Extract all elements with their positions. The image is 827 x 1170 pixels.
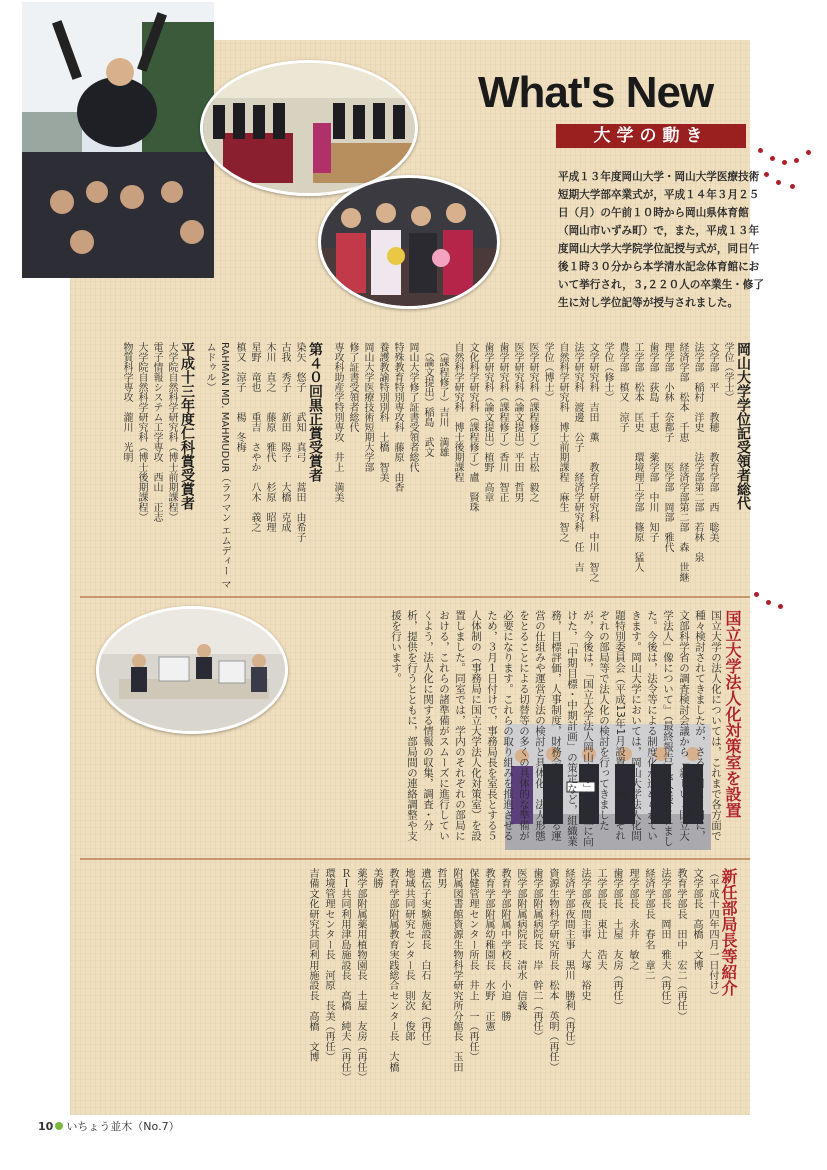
degree-line: 修了証書受領者総代: [347, 342, 358, 432]
kurozumi-award-heading: 第４０回黒正賞受賞者: [307, 342, 323, 482]
kurozumi-line: 染矢 悠子 武知 真弓 蒿田 由希子: [294, 342, 305, 542]
appointment-line: 経済学部長 春名 章二: [643, 868, 654, 981]
appointment-line: 吉備文化研究共同利用施設長 高橋 文博: [307, 868, 318, 1062]
photo-ceremony-stage: [200, 60, 418, 196]
appointments-date: （平成十四年四月一日付け）: [707, 868, 718, 1001]
nishina-line: 大学院自然科学研究科（博士後期課程）: [136, 342, 147, 522]
intro-paragraph: 平成１３年度岡山大学・岡山大学医療技術短期大学部卒業式が，平成１４年３月２５日（月）の午前１０時から岡山県体育館（岡山市いずみ町）で，また，平成１３年度岡山大学大学院学位記授与式が，同日午後１時３０分から本学清水記念体育館において挙行され，３,２２０人の卒業生・修了生に対し学位記等が授与されました。: [558, 171, 764, 309]
degree-line: 理学部 小林 奈都子 医学部 岡部 雅代: [662, 342, 673, 552]
degree-line: （論文提出）稲島 武文: [422, 342, 433, 457]
degree-line: （課程修了）吉川 満雄: [437, 342, 448, 457]
publication-name: いちょう並木（No.7）: [66, 1120, 180, 1133]
page-footer: [38, 1118, 180, 1134]
degree-line: 法学研究科 渡邊 公子 経済学研究科 任 吉: [572, 342, 583, 572]
nishina-line: 大学院自然科学研究科（博士前期課程）: [166, 342, 177, 522]
kurozumi-line: 古我 秀子 新田 陽子 大橋 克成: [279, 342, 290, 532]
appointment-line: 理学部長 永井 敏之: [627, 868, 638, 970]
photo-graduates-hakama-image: [321, 178, 497, 306]
photo-graduates-tossing: [22, 2, 214, 278]
corporation-body: 国立大学の法人化については，これまで各方面で種々検討されてきましたが，さる３月２６日に，文部科学省の調査検討会議から『新しい「国立大学法人」像について』（最終報告）が公表されました。今後は，法令等による制度化が進められていきます。岡山大学においては，岡山大学法人化問題特別委員会（平成13年1月設置）を軸に，それぞれの部局等で法人化の検討を行ってきましたが，今後は，「国立大学法人岡山大学」の設立に向けた，「中期目標・中期計画」の策定など，組織業務，目標評価，人事制度，財務会計等に関する運営の仕組みや運営方法の検討と具体化，法人形態をとることによる切替等の多くの具体的な準備が必要になります。これらの取り組みを推進させるため，３月１日付けで，事務局長を室長とする５人体制の（事務局に国立大学法人化対策室）を設置しました。同室では，学内のそれぞれの部局における，これらの諸準備がスムーズに進行していくよう，法人化に関する情報の収集，調査・分析，提供を行うとともに，部局間の連絡調整や支援を行います。: [390, 610, 722, 847]
section-title-university-news: 大学の動き: [556, 124, 746, 148]
degree-line: 医学研究科（課程修了）古松 毅之: [527, 342, 538, 502]
degree-line: 医学研究科（論文提出）平田 哲男: [512, 342, 523, 502]
section-divider: [80, 596, 750, 598]
appointment-line: 資源生物科学研究所長 松本 英明（再任）: [547, 868, 558, 1072]
degree-line: 学位（学士）: [722, 342, 733, 402]
appointment-line: 教育学部附属幼稚園長 水野 正憲: [483, 868, 494, 1032]
section-divider: [80, 858, 750, 860]
photo-ceremony-stage-image: [203, 63, 415, 193]
appointment-line: 法学部夜間主事 大塚 裕史: [579, 868, 590, 1001]
degree-line: 学位（修士）: [602, 342, 613, 402]
degree-line: 自然科学研究科 博士後期課程: [452, 342, 463, 482]
appointment-line: 地域共同研究センター長 則次 俊郎: [403, 868, 414, 1042]
degree-line: 工学部 松本 匡史 環境理工学部 篠原 猛人: [632, 342, 643, 572]
appointment-line: 環境管理センター長 河原 長美（再任）: [323, 868, 334, 1062]
degree-line: 農学部 槙又 涼子: [617, 342, 628, 432]
degree-line: 岡山大学医療技術短期大学部: [362, 342, 373, 472]
appointment-line: 歯学部長 土屋 友房（再任）: [611, 868, 622, 1011]
photo-graduates-tossing-image: [22, 2, 214, 278]
appointment-line: 附属図書館資源生物科学研究所分館長 玉田 哲男: [435, 868, 462, 1083]
photo-graduates-hakama: [318, 175, 500, 309]
appointment-line: ＲＩ共同利用津島施設長 高橋 純夫（再任）: [339, 868, 350, 1083]
degree-line: 歯学研究科（課程修了）香川 智正: [497, 342, 508, 502]
nishina-line: 電子情報システム工学専攻 西山 正志: [151, 342, 162, 522]
appointment-line: 医学部附属病院長 清水 信義: [515, 868, 526, 1011]
degree-line: 歯学研究科（論文提出）植野 高章: [482, 342, 493, 502]
degree-recipients-heading: 岡山大学学位記受領者総代: [735, 342, 751, 510]
appointment-line: 歯学部附属病院長 岸 幹二（再任）: [531, 868, 542, 1042]
appointment-line: 工学部長 東辻 浩夫: [595, 868, 606, 970]
degree-line: 自然科学研究科 博士前期課程 麻生 智之: [557, 342, 568, 542]
footer-dot-icon: [55, 1122, 63, 1130]
degree-line: 専攻科助産学特別専攻 井上 満美: [332, 342, 343, 502]
appointment-line: 薬学部附属薬用植物園長 土屋 友房（再任）: [355, 868, 366, 1083]
degree-line: 特殊教育特別専攻科 藤原 由香: [392, 342, 403, 492]
degree-line: 文学研究科 吉田 薫 教育学研究科 中川 智之: [587, 342, 598, 582]
kurozumi-line: RAHMAN MD. MAHMUDUR（ラフマン エムディー マムドゥル）: [204, 342, 230, 589]
section-degree-recipients: [90, 342, 750, 592]
appointment-line: 教育学部附属中学校長 小迫 勝: [499, 868, 510, 1021]
nishina-award-heading: 平成十三年度仁科賞受賞者: [179, 342, 195, 510]
appointment-line: 遺伝子実験施設長 白石 友紀（再任）: [419, 868, 430, 1052]
degree-line: 学位（博士）: [542, 342, 553, 402]
nishina-line: 物質科学専攻 瀧川 光明: [121, 342, 132, 462]
kurozumi-line: 木川 直之 藤原 雅代 杉原 昭理: [264, 342, 275, 532]
section-new-appointments: [96, 868, 736, 1092]
corporation-heading: 国立大学法人化対策室を設置: [723, 610, 742, 818]
appointment-line: 文学部長 高橋 文博: [691, 868, 702, 970]
degree-line: 岡山大学修了証書受領者総代: [407, 342, 418, 472]
degree-line: 養護教諭特別別科 土橋 智美: [377, 342, 388, 482]
appointment-line: 保健管理センター所長 井上 一（再任）: [467, 868, 478, 1062]
degree-line: 経済学部 松本 千恵 経済学部第二部 森 世継: [677, 342, 688, 582]
kurozumi-line: 槙又 涼子 楊 冬梅: [234, 342, 245, 452]
appointment-line: 教育学部附属教育実践総合センター長 大橋 美勝: [371, 868, 398, 1083]
appointment-line: 経済学部夜間主事 黒川 勝利（再任）: [563, 868, 574, 1052]
page-number: 10: [38, 1120, 54, 1133]
section-corporation-office: [90, 610, 740, 848]
degree-line: 文学部 平 教穂 教育学部 西 聡美: [707, 342, 718, 542]
appointment-line: 教育学部長 田中 宏二（再任）: [675, 868, 686, 1021]
appointments-heading: 新任部局長等紹介: [719, 868, 738, 996]
degree-line: 法学部 稲村 洋史 法学部第二部 若林 泉: [692, 342, 703, 562]
page-title: What's New: [478, 68, 714, 117]
degree-line: 歯学部 荻島 千恵 薬学部 中川 知子: [647, 342, 658, 542]
appointment-line: 法学部長 岡田 雅夫（再任）: [659, 868, 670, 1011]
degree-line: 文化科学研究科（課程修了）盧 賢珠: [467, 342, 478, 512]
kurozumi-line: 星野 竜也 重吉 さやか 八木 義之: [249, 342, 260, 532]
